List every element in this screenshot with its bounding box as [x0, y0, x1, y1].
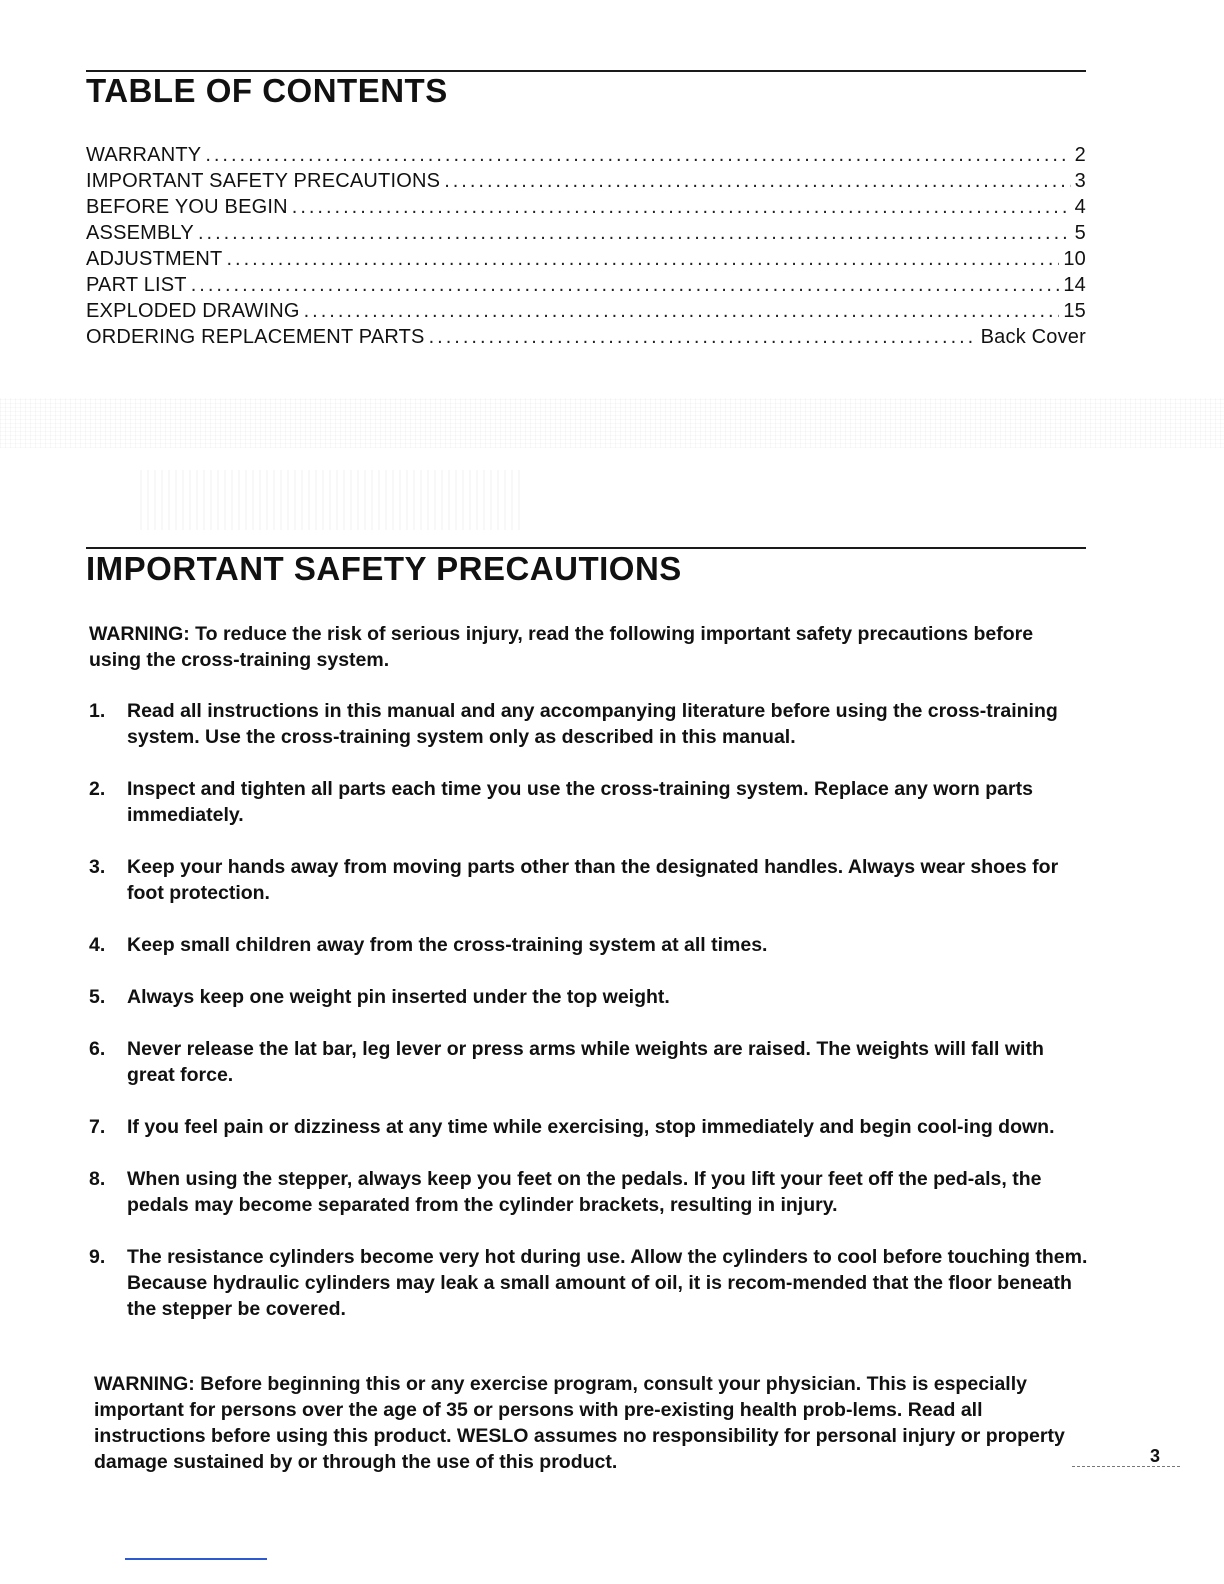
item-number: 2. — [89, 778, 106, 800]
toc-entry-page: 10 — [1063, 248, 1086, 270]
toc-entry-page: 2 — [1074, 144, 1086, 166]
item-number: 5. — [89, 986, 106, 1008]
toc-title: TABLE OF CONTENTS — [86, 72, 448, 109]
warning-closing: WARNING: Before beginning this or any exercise program, consult your physician. This is especially important for persons over the age of 35 or persons with pre-existing health prob-lems. Read all instructions before using this product. WESLO assumes no responsibility for personal injury or property damage sustained by or through the use of this product. — [94, 1373, 1065, 1473]
toc-entry-label: ADJUSTMENT — [86, 248, 223, 270]
list-item — [89, 1166, 1089, 1218]
scan-noise-band — [0, 398, 1224, 448]
list-item — [89, 698, 1089, 750]
toc-leader-dots — [304, 298, 1060, 324]
list-item — [89, 1114, 1089, 1140]
item-number: 7. — [89, 1116, 106, 1138]
item-number: 1. — [89, 700, 106, 722]
item-text: Keep small children away from the cross-training system at all times. — [127, 934, 768, 956]
item-number: 3. — [89, 856, 106, 878]
bottom-accent-line — [125, 1558, 267, 1560]
page-number-rule — [1072, 1466, 1180, 1467]
toc-entry-before-you-begin[interactable] — [86, 194, 1086, 220]
toc-entry-page: 14 — [1063, 274, 1086, 296]
toc-entry-ordering-replacement-parts[interactable] — [86, 324, 1086, 350]
toc-entry-page: Back Cover — [980, 326, 1086, 348]
item-text: Read all instructions in this manual and any accompanying literature before using the cross-training system. Use the cross-training system only as described in this manual. — [127, 700, 1058, 748]
toc-entry-page: 4 — [1074, 196, 1086, 218]
precautions-list — [89, 698, 1089, 1348]
scan-noise-smudge — [140, 470, 520, 530]
toc-entry-label: EXPLODED DRAWING — [86, 300, 300, 322]
toc-entry-page: 15 — [1063, 300, 1086, 322]
toc-entry-label: IMPORTANT SAFETY PRECAUTIONS — [86, 170, 441, 192]
item-text: If you feel pain or dizziness at any time while exercising, stop immediately and begin cool-ing down. — [127, 1116, 1055, 1138]
toc-entry-assembly[interactable] — [86, 220, 1086, 246]
toc-entry-label: WARRANTY — [86, 144, 202, 166]
toc-leader-dots — [444, 168, 1070, 194]
list-item — [89, 854, 1089, 906]
toc-entry-adjustment[interactable] — [86, 246, 1086, 272]
safety-top-rule — [86, 547, 1086, 549]
item-number: 9. — [89, 1246, 106, 1268]
item-number: 4. — [89, 934, 106, 956]
toc-entry-label: ASSEMBLY — [86, 222, 194, 244]
toc-entry-page: 3 — [1074, 170, 1086, 192]
toc-leader-dots — [191, 272, 1060, 298]
toc-leader-dots — [198, 220, 1071, 246]
toc-leader-dots — [429, 324, 977, 350]
list-item — [89, 984, 1089, 1010]
toc-entry-warranty[interactable] — [86, 142, 1086, 168]
toc-entry-label: BEFORE YOU BEGIN — [86, 196, 288, 218]
toc-entry-page: 5 — [1074, 222, 1086, 244]
list-item — [89, 1036, 1089, 1088]
toc-leader-dots — [205, 142, 1070, 168]
item-text: Keep your hands away from moving parts other than the designated handles. Always wear shoes for foot protection. — [127, 856, 1059, 904]
toc-entry-label: PART LIST — [86, 274, 187, 296]
item-number: 6. — [89, 1038, 106, 1060]
item-text: Never release the lat bar, leg lever or press arms while weights are raised. The weights will fall with great force. — [127, 1038, 1044, 1086]
toc-leader-dots — [292, 194, 1071, 220]
list-item — [89, 776, 1089, 828]
item-text: When using the stepper, always keep you feet on the pedals. If you lift your feet off the ped-als, the pedals may become separated from the cylinder brackets, resulting in injury. — [127, 1168, 1042, 1216]
item-number: 8. — [89, 1168, 106, 1190]
item-text: Always keep one weight pin inserted under the top weight. — [127, 986, 670, 1008]
item-text: Inspect and tighten all parts each time you use the cross-training system. Replace any worn parts immediately. — [127, 778, 1033, 826]
page-number: 3 — [1150, 1446, 1161, 1466]
safety-title: IMPORTANT SAFETY PRECAUTIONS — [86, 550, 682, 587]
list-item — [89, 1244, 1089, 1322]
warning-intro: WARNING: To reduce the risk of serious injury, read the following important safety precautions before using the cross-training system. — [89, 623, 1034, 671]
toc-leader-dots — [226, 246, 1059, 272]
toc-entry-label: ORDERING REPLACEMENT PARTS — [86, 326, 425, 348]
toc-entry-important-safety-precautions[interactable] — [86, 168, 1086, 194]
toc-entry-part-list[interactable] — [86, 272, 1086, 298]
toc-entry-exploded-drawing[interactable] — [86, 298, 1086, 324]
list-item — [89, 932, 1089, 958]
table-of-contents — [86, 142, 1086, 350]
item-text: The resistance cylinders become very hot during use. Allow the cylinders to cool before touching them. Because hydraulic cylinders may leak a small amount of oil, it is recom-mended that the floor beneath the stepper be covered. — [127, 1246, 1088, 1320]
